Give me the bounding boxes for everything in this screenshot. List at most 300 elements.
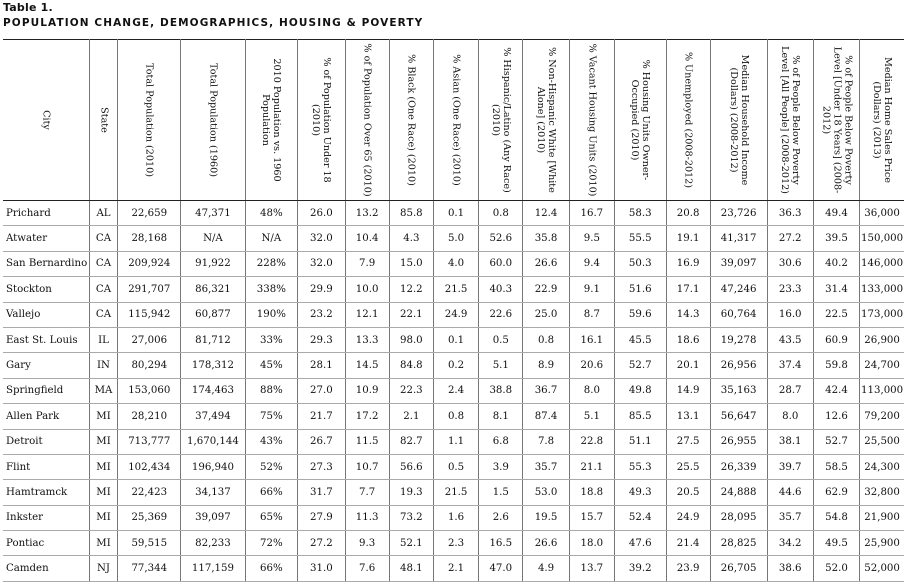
table-cell: 133,000: [860, 277, 904, 302]
column-header-label: % Hispanic/Latino (Any Race) (2010): [489, 47, 512, 193]
city-cell: Flint: [3, 454, 89, 479]
column-header: [89, 40, 117, 201]
table-cell: 23.2: [298, 302, 345, 327]
table-cell: 35.7: [767, 505, 813, 530]
column-header-label: State: [98, 107, 109, 133]
table-cell: 79,200: [860, 404, 904, 429]
table-cell: 47,371: [181, 201, 245, 226]
table-cell: 60,764: [710, 302, 767, 327]
column-header: [569, 40, 614, 201]
table-cell: 31.7: [298, 480, 345, 505]
table-cell: 55.3: [614, 454, 666, 479]
table-cell: 10.7: [345, 454, 389, 479]
table-cell: 2.1: [389, 404, 433, 429]
table-cell: 47,246: [710, 277, 767, 302]
table-cell: 2.6: [479, 505, 523, 530]
table-cell: 50.3: [614, 251, 666, 276]
city-cell: Pontiac: [3, 531, 89, 556]
table-cell: 32.0: [298, 226, 345, 251]
table-cell: 56.6: [389, 454, 433, 479]
city-cell: Stockton: [3, 277, 89, 302]
table-body: [3, 201, 904, 582]
table-cell: 82.7: [389, 429, 433, 454]
city-cell: Allen Park: [3, 404, 89, 429]
table-cell: 22,423: [118, 480, 181, 505]
data-table: [3, 39, 904, 582]
table-cell: 27.5: [666, 429, 710, 454]
table-cell: 196,940: [181, 454, 245, 479]
city-cell: Gary: [3, 353, 89, 378]
column-header-label: % Vacant Housing Units (2010): [586, 43, 598, 197]
table-cell: 39,097: [181, 505, 245, 530]
table-cell: 49.8: [614, 378, 666, 403]
table-cell: 7.7: [345, 480, 389, 505]
table-cell: 39,097: [710, 251, 767, 276]
table-cell: 14.5: [345, 353, 389, 378]
table-cell: 40.2: [813, 251, 859, 276]
table-cell: 6.8: [479, 429, 523, 454]
table-cell: 23,726: [710, 201, 767, 226]
table-cell: 21,900: [860, 505, 904, 530]
column-header: [523, 40, 569, 201]
column-header-label: % Asian (One Race) (2010): [450, 54, 462, 186]
table-cell: 41,317: [710, 226, 767, 251]
state-cell: CA: [89, 226, 117, 251]
table-cell: 13.2: [345, 201, 389, 226]
table-cell: 31.0: [298, 556, 345, 581]
table-cell: 291,707: [118, 277, 181, 302]
table-cell: 21.7: [298, 404, 345, 429]
table-cell: 52%: [245, 454, 298, 479]
table-row: [3, 353, 904, 378]
table-row: [3, 404, 904, 429]
table-cell: 32,800: [860, 480, 904, 505]
column-header-label: % of Population Over 65 (2010): [361, 43, 373, 197]
table-cell: 1.1: [433, 429, 478, 454]
column-header-label: % of Population Under 18 (2010): [310, 57, 333, 183]
table-cell: 9.3: [345, 531, 389, 556]
table-cell: 117,159: [181, 556, 245, 581]
table-cell: 25,900: [860, 531, 904, 556]
table-cell: 24.9: [433, 302, 478, 327]
state-cell: CA: [89, 251, 117, 276]
table-cell: 22,659: [118, 201, 181, 226]
table-cell: 88%: [245, 378, 298, 403]
column-header-label: Total Population (2010): [143, 63, 155, 177]
column-header-label: % Unemployed (2008-2012): [682, 51, 694, 189]
table-cell: 28,168: [118, 226, 181, 251]
table-cell: 20.1: [666, 353, 710, 378]
state-cell: MI: [89, 505, 117, 530]
table-cell: 27.3: [298, 454, 345, 479]
table-cell: 29.9: [298, 277, 345, 302]
table-cell: 12.4: [523, 201, 569, 226]
table-cell: N/A: [245, 226, 298, 251]
table-cell: 25.0: [523, 302, 569, 327]
table-cell: 8.9: [523, 353, 569, 378]
table-cell: 18.6: [666, 327, 710, 352]
table-cell: 178,312: [181, 353, 245, 378]
column-header: [245, 40, 298, 201]
table-cell: 20.5: [666, 480, 710, 505]
table-cell: 28.7: [767, 378, 813, 403]
table-cell: 66%: [245, 480, 298, 505]
table-cell: 49.5: [813, 531, 859, 556]
table-cell: 84.8: [389, 353, 433, 378]
table-cell: 26.7: [298, 429, 345, 454]
table-cell: 65%: [245, 505, 298, 530]
table-cell: 22.1: [389, 302, 433, 327]
table-cell: 22.5: [813, 302, 859, 327]
table-cell: 25,500: [860, 429, 904, 454]
table-cell: 51.6: [614, 277, 666, 302]
table-cell: 98.0: [389, 327, 433, 352]
table-cell: 26,900: [860, 327, 904, 352]
column-header: [710, 40, 767, 201]
table-cell: 17.2: [345, 404, 389, 429]
city-cell: Hamtramck: [3, 480, 89, 505]
table-cell: 80,294: [118, 353, 181, 378]
table-cell: 81,712: [181, 327, 245, 352]
table-cell: 22.9: [523, 277, 569, 302]
table-cell: 15.0: [389, 251, 433, 276]
table-cell: 338%: [245, 277, 298, 302]
table-cell: 0.8: [433, 404, 478, 429]
table-cell: 36,000: [860, 201, 904, 226]
table-cell: 38.6: [767, 556, 813, 581]
table-cell: 0.2: [433, 353, 478, 378]
table-cell: 21.1: [569, 454, 614, 479]
table-cell: 115,942: [118, 302, 181, 327]
state-cell: MA: [89, 378, 117, 403]
table-cell: 12.2: [389, 277, 433, 302]
table-cell: 19,278: [710, 327, 767, 352]
state-cell: MI: [89, 429, 117, 454]
table-cell: 8.7: [569, 302, 614, 327]
table-cell: 7.9: [345, 251, 389, 276]
table-cell: 10.9: [345, 378, 389, 403]
table-cell: 10.0: [345, 277, 389, 302]
table-cell: 7.8: [523, 429, 569, 454]
table-row: [3, 505, 904, 530]
table-cell: 30.6: [767, 251, 813, 276]
table-cell: 14.9: [666, 378, 710, 403]
table-cell: 62.9: [813, 480, 859, 505]
city-cell: Camden: [3, 556, 89, 581]
table-cell: 36.7: [523, 378, 569, 403]
table-cell: 0.5: [433, 454, 478, 479]
table-caption: [3, 1, 423, 31]
table-row: [3, 454, 904, 479]
table-cell: 75%: [245, 404, 298, 429]
table-cell: 77,344: [118, 556, 181, 581]
table-cell: 66%: [245, 556, 298, 581]
table-cell: N/A: [181, 226, 245, 251]
table-cell: 26,705: [710, 556, 767, 581]
table-cell: 45%: [245, 353, 298, 378]
table-cell: 16.5: [479, 531, 523, 556]
table-cell: 4.3: [389, 226, 433, 251]
table-cell: 60,877: [181, 302, 245, 327]
table-cell: 17.1: [666, 277, 710, 302]
table-cell: 52,000: [860, 556, 904, 581]
table-cell: 24.9: [666, 505, 710, 530]
table-cell: 5.1: [569, 404, 614, 429]
table-cell: 8.0: [569, 378, 614, 403]
table-cell: 39.2: [614, 556, 666, 581]
table-cell: 18.0: [569, 531, 614, 556]
table-cell: 28,825: [710, 531, 767, 556]
table-cell: 36.3: [767, 201, 813, 226]
table-cell: 73.2: [389, 505, 433, 530]
table-cell: 0.5: [479, 327, 523, 352]
table-cell: 21.5: [433, 277, 478, 302]
table-row: [3, 531, 904, 556]
table-cell: 26.6: [523, 531, 569, 556]
table-cell: 2.1: [433, 556, 478, 581]
table-cell: 16.0: [767, 302, 813, 327]
table-cell: 12.1: [345, 302, 389, 327]
state-cell: NJ: [89, 556, 117, 581]
city-cell: Atwater: [3, 226, 89, 251]
table-cell: 49.4: [813, 201, 859, 226]
state-cell: MI: [89, 404, 117, 429]
table-cell: 55.5: [614, 226, 666, 251]
table-cell: 26,956: [710, 353, 767, 378]
table-cell: 49.3: [614, 480, 666, 505]
city-cell: Inkster: [3, 505, 89, 530]
table-cell: 102,434: [118, 454, 181, 479]
table-cell: 0.1: [433, 201, 478, 226]
table-cell: 16.7: [569, 201, 614, 226]
table-cell: 47.0: [479, 556, 523, 581]
table-cell: 14.3: [666, 302, 710, 327]
table-cell: 5.1: [479, 353, 523, 378]
column-header: [345, 40, 389, 201]
table-cell: 28.1: [298, 353, 345, 378]
state-cell: MI: [89, 454, 117, 479]
table-cell: 34,137: [181, 480, 245, 505]
table-cell: 20.8: [666, 201, 710, 226]
column-header-label: % of People Below Poverty Level [All People] (2008-2012): [779, 46, 802, 194]
table-cell: 2.4: [433, 378, 478, 403]
city-cell: East St. Louis: [3, 327, 89, 352]
city-cell: Springfield: [3, 378, 89, 403]
table-cell: 54.8: [813, 505, 859, 530]
column-header: [389, 40, 433, 201]
table-label: Table 1.: [3, 1, 53, 14]
table-cell: 33%: [245, 327, 298, 352]
table-cell: 59.6: [614, 302, 666, 327]
column-header-label: Total Population (1960): [207, 63, 219, 177]
table-cell: 190%: [245, 302, 298, 327]
table-cell: 43.5: [767, 327, 813, 352]
table-cell: 35.8: [523, 226, 569, 251]
table-row: [3, 556, 904, 581]
table-row: [3, 277, 904, 302]
table-cell: 22.3: [389, 378, 433, 403]
table-cell: 60.0: [479, 251, 523, 276]
table-cell: 86,321: [181, 277, 245, 302]
table-cell: 91,922: [181, 251, 245, 276]
table-cell: 150,000: [860, 226, 904, 251]
table-cell: 15.7: [569, 505, 614, 530]
table-cell: 1,670,144: [181, 429, 245, 454]
column-header: [860, 40, 904, 201]
table-cell: 35,163: [710, 378, 767, 403]
table-cell: 16.9: [666, 251, 710, 276]
state-cell: IN: [89, 353, 117, 378]
table-cell: 52.7: [614, 353, 666, 378]
table-cell: 28,095: [710, 505, 767, 530]
table-cell: 1.5: [479, 480, 523, 505]
column-header: [3, 40, 89, 201]
table-cell: 25.5: [666, 454, 710, 479]
state-cell: IL: [89, 327, 117, 352]
table-cell: 38.8: [479, 378, 523, 403]
table-cell: 43%: [245, 429, 298, 454]
table-title: POPULATION CHANGE, DEMOGRAPHICS, HOUSING & POVERTY: [3, 17, 424, 29]
column-header-label: 2010 Population vs. 1960 Population: [260, 58, 283, 182]
table-cell: 11.3: [345, 505, 389, 530]
table-cell: 24,300: [860, 454, 904, 479]
table-cell: 209,924: [118, 251, 181, 276]
column-header-label: % Non-Hispanic White [White Alone] (2010): [535, 47, 558, 193]
table-cell: 7.6: [345, 556, 389, 581]
table-row: [3, 327, 904, 352]
table-cell: 11.5: [345, 429, 389, 454]
table-cell: 2.3: [433, 531, 478, 556]
table-cell: 4.9: [523, 556, 569, 581]
table-cell: 27.2: [298, 531, 345, 556]
table-cell: 56,647: [710, 404, 767, 429]
table-cell: 35.7: [523, 454, 569, 479]
city-cell: Detroit: [3, 429, 89, 454]
table-cell: 3.9: [479, 454, 523, 479]
column-header: [433, 40, 478, 201]
table-row: [3, 302, 904, 327]
table-cell: 52.1: [389, 531, 433, 556]
table-cell: 34.2: [767, 531, 813, 556]
table-cell: 37,494: [181, 404, 245, 429]
table-row: [3, 251, 904, 276]
table-cell: 26.6: [523, 251, 569, 276]
table-cell: 8.1: [479, 404, 523, 429]
state-cell: MI: [89, 531, 117, 556]
table-row: [3, 480, 904, 505]
table-cell: 9.4: [569, 251, 614, 276]
city-cell: Prichard: [3, 201, 89, 226]
table-cell: 58.3: [614, 201, 666, 226]
city-cell: Vallejo: [3, 302, 89, 327]
column-header: [479, 40, 523, 201]
column-header-label: % Black (One Race) (2010): [405, 54, 417, 186]
table-row: [3, 226, 904, 251]
table-cell: 18.8: [569, 480, 614, 505]
table-cell: 59,515: [118, 531, 181, 556]
column-header: [666, 40, 710, 201]
column-header-label: Median Home Sales Price (Dollars) (2013): [871, 57, 894, 183]
table-cell: 31.4: [813, 277, 859, 302]
table-cell: 27.2: [767, 226, 813, 251]
table-cell: 13.7: [569, 556, 614, 581]
table-cell: 28,210: [118, 404, 181, 429]
table-cell: 19.3: [389, 480, 433, 505]
table-cell: 52.6: [479, 226, 523, 251]
header-row: [3, 40, 904, 201]
table-cell: 0.8: [479, 201, 523, 226]
column-header-label: % Housing Units Owner-Occupied (2010): [629, 59, 652, 181]
table-cell: 47.6: [614, 531, 666, 556]
table-cell: 21.4: [666, 531, 710, 556]
table-cell: 60.9: [813, 327, 859, 352]
state-cell: MI: [89, 480, 117, 505]
table-cell: 5.0: [433, 226, 478, 251]
table-cell: 51.1: [614, 429, 666, 454]
table-cell: 27.9: [298, 505, 345, 530]
table-cell: 53.0: [523, 480, 569, 505]
table-cell: 58.5: [813, 454, 859, 479]
table-cell: 25,369: [118, 505, 181, 530]
table-cell: 26,955: [710, 429, 767, 454]
table-cell: 27.0: [298, 378, 345, 403]
column-header-label: City: [40, 110, 52, 130]
table-cell: 29.3: [298, 327, 345, 352]
table-cell: 24,700: [860, 353, 904, 378]
table-cell: 27,006: [118, 327, 181, 352]
table-cell: 9.1: [569, 277, 614, 302]
table-cell: 48.1: [389, 556, 433, 581]
table-cell: 82,233: [181, 531, 245, 556]
table-cell: 39.5: [813, 226, 859, 251]
table-cell: 38.1: [767, 429, 813, 454]
table-cell: 1.6: [433, 505, 478, 530]
column-header: [181, 40, 245, 201]
table-cell: 85.5: [614, 404, 666, 429]
table-cell: 8.0: [767, 404, 813, 429]
table-cell: 713,777: [118, 429, 181, 454]
table-cell: 21.5: [433, 480, 478, 505]
table-cell: 0.1: [433, 327, 478, 352]
table-cell: 19.5: [523, 505, 569, 530]
table-cell: 85.8: [389, 201, 433, 226]
table-cell: 20.6: [569, 353, 614, 378]
table-cell: 26,339: [710, 454, 767, 479]
table-cell: 37.4: [767, 353, 813, 378]
table-cell: 23.9: [666, 556, 710, 581]
table-cell: 87.4: [523, 404, 569, 429]
table-cell: 13.3: [345, 327, 389, 352]
column-header: [767, 40, 813, 201]
table-cell: 40.3: [479, 277, 523, 302]
city-cell: San Bernardino: [3, 251, 89, 276]
table-cell: 13.1: [666, 404, 710, 429]
table-cell: 22.8: [569, 429, 614, 454]
table-cell: 45.5: [614, 327, 666, 352]
table-cell: 24,888: [710, 480, 767, 505]
table-cell: 48%: [245, 201, 298, 226]
table-cell: 146,000: [860, 251, 904, 276]
column-header: [298, 40, 345, 201]
state-cell: CA: [89, 277, 117, 302]
state-cell: CA: [89, 302, 117, 327]
column-header: [813, 40, 859, 201]
table-cell: 59.8: [813, 353, 859, 378]
state-cell: AL: [89, 201, 117, 226]
table-row: [3, 201, 904, 226]
table-cell: 52.4: [614, 505, 666, 530]
table-row: [3, 378, 904, 403]
